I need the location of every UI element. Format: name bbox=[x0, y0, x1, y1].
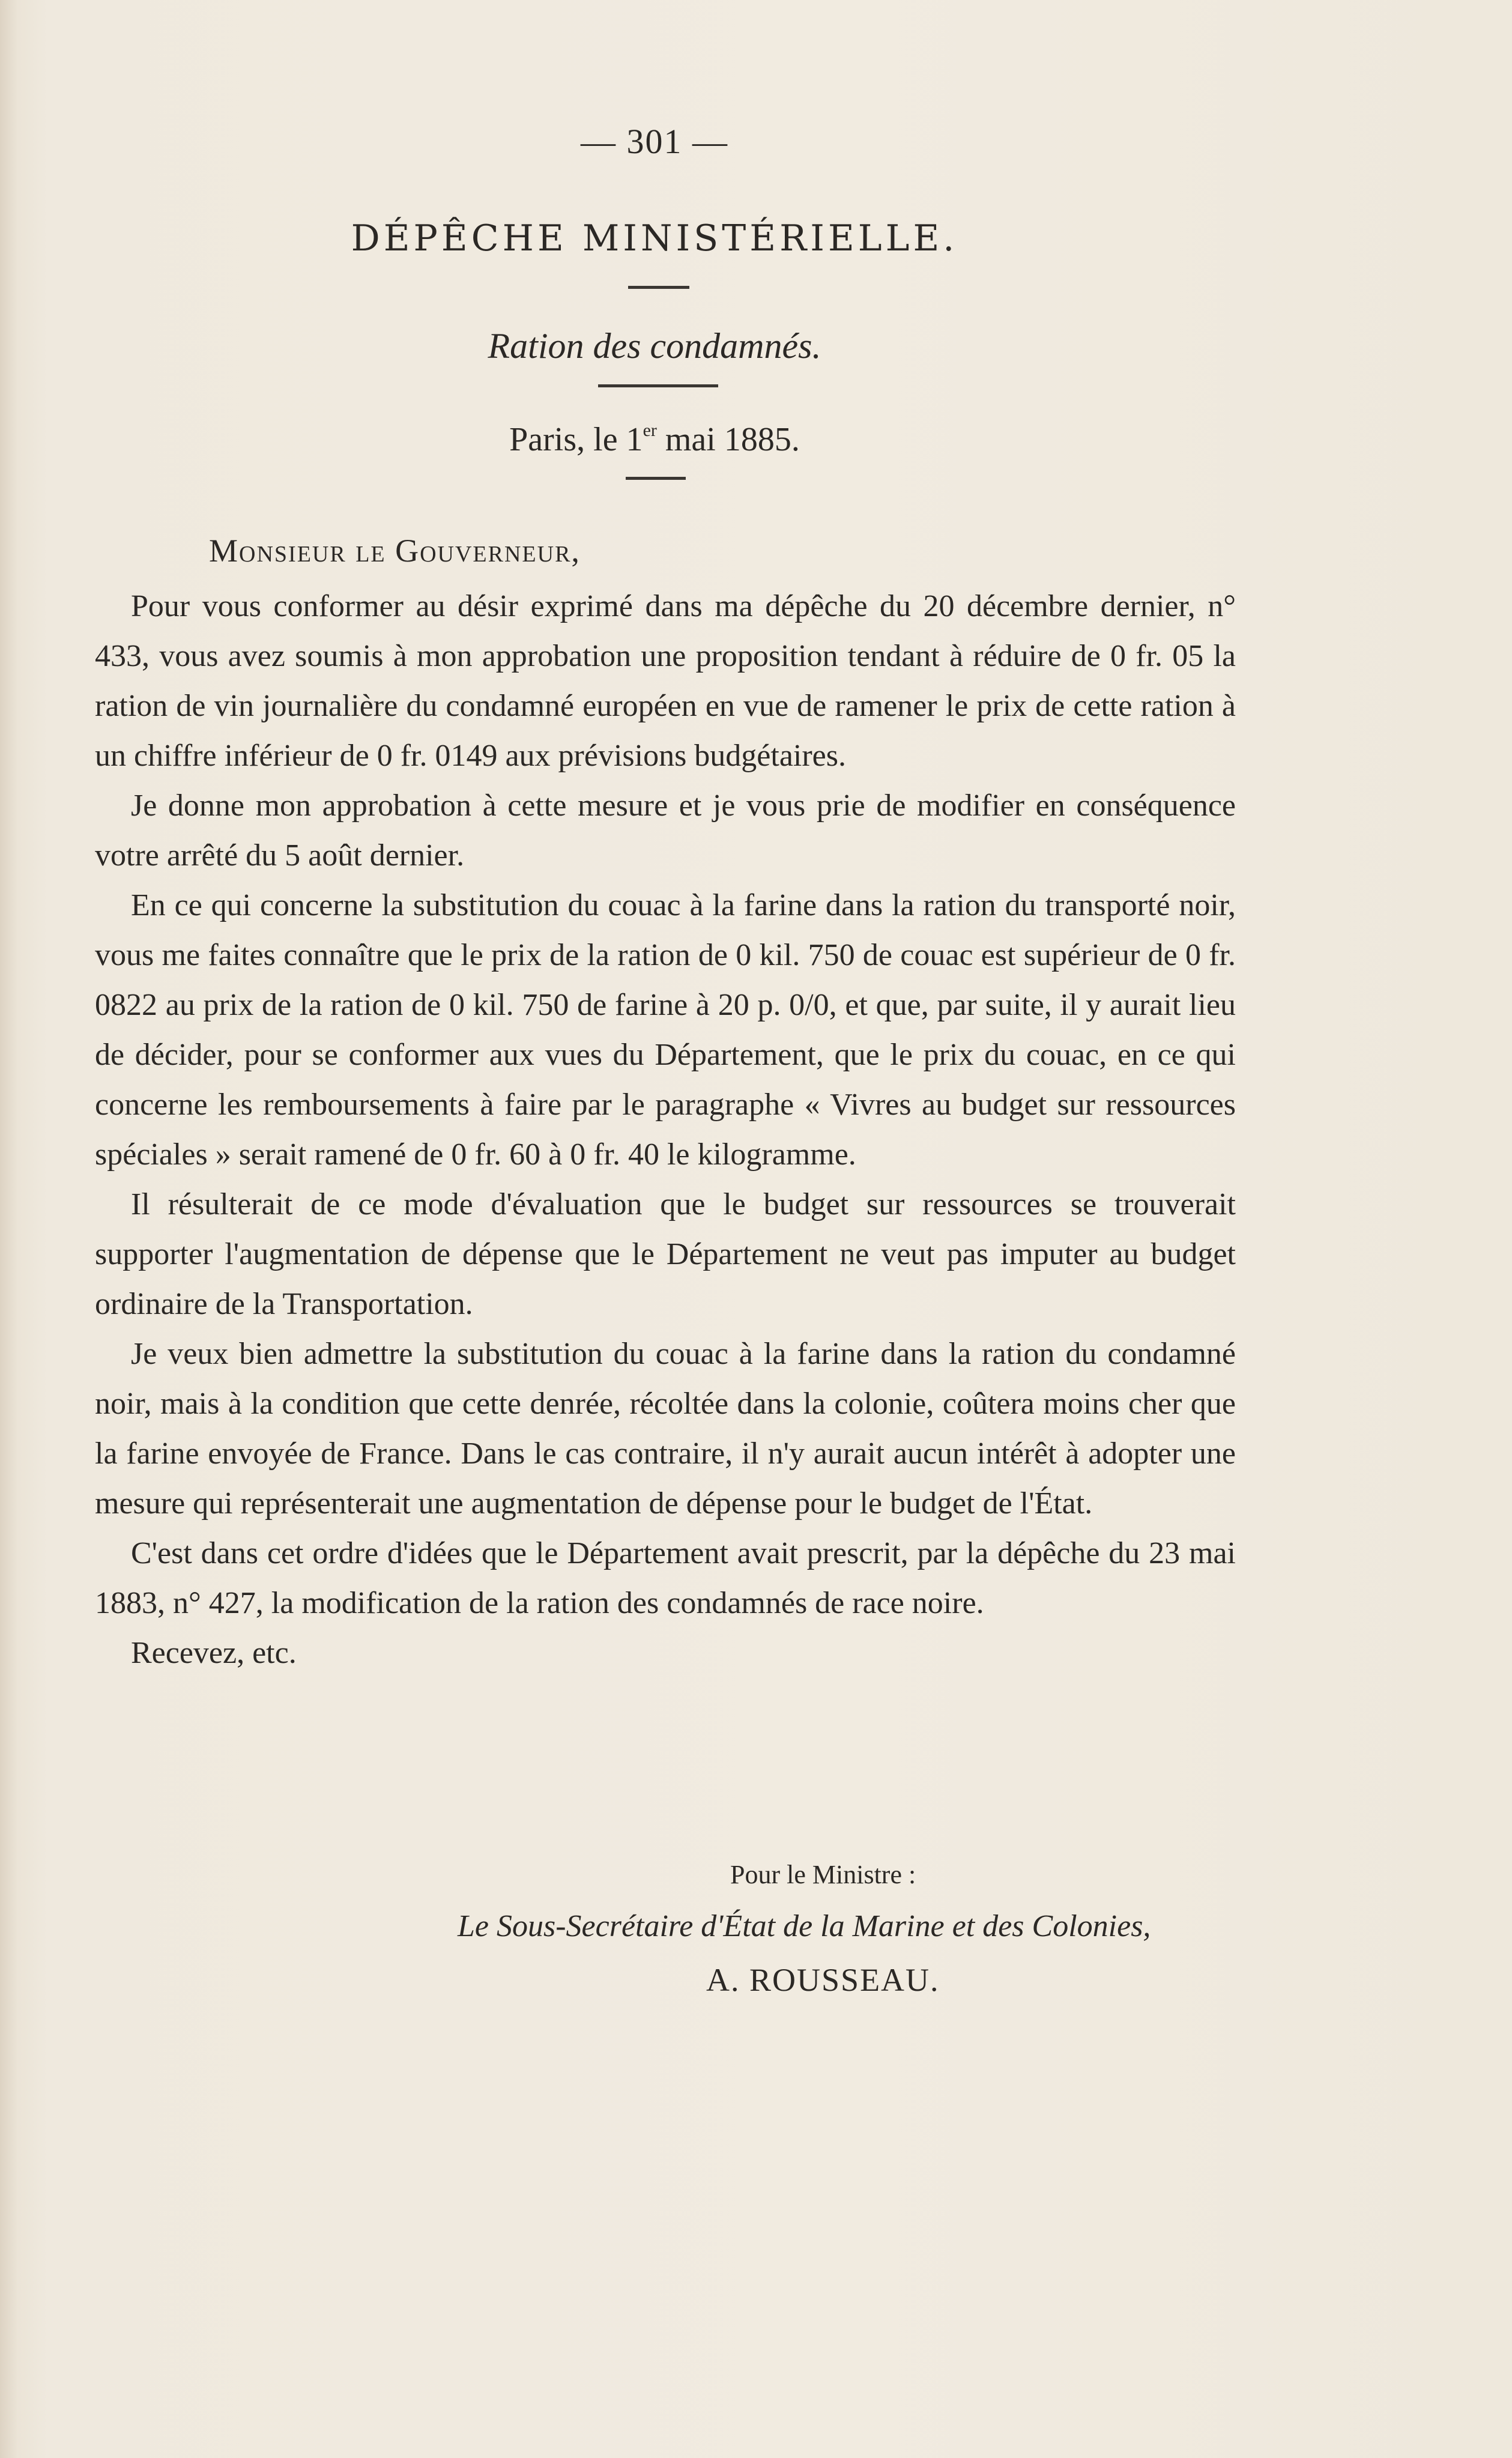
paragraph: Je donne mon approbation à cette mesure et je vous prie de modifier en conséquence votre arrêté du 5 août dernier. bbox=[95, 789, 1236, 873]
title-divider bbox=[628, 286, 689, 289]
signature-on-behalf: Pour le Ministre : bbox=[730, 1860, 916, 1889]
paragraph: C'est dans cet ordre d'idées que le Département avait prescrit, par la dépêche du 23 mai 1883, n° 427, la modification de la ration des condamnés de race noire. bbox=[95, 1536, 1236, 1620]
date-prefix: Paris, le 1 bbox=[509, 421, 643, 458]
letter-body bbox=[95, 581, 1236, 1678]
paragraph: Pour vous conformer au désir exprimé dans ma dépêche du 20 décembre dernier, n° 433, vous avez soumis à mon approbation une proposition tendant à réduire de 0 fr. 05 la ration de vin journalière du condamné européen en vue de ramener le prix de cette ration à un chiffre inférieur de 0 fr. 0149 aux prévisions budgétaires. bbox=[95, 589, 1236, 773]
page-number: — 301 — bbox=[581, 122, 728, 161]
date-ordinal: er bbox=[643, 420, 657, 440]
signatory-title: Le Sous-Secrétaire d'État de la Marine et des Colonies, bbox=[458, 1909, 1151, 1943]
document-title: DÉPÊCHE MINISTÉRIELLE. bbox=[351, 217, 958, 259]
paragraph: En ce qui concerne la substitution du couac à la farine dans la ration du transporté noir, vous me faites connaître que le prix de la ration de 0 kil. 750 de couac est supérieur de 0 fr. 0822 au prix de la ration de 0 kil. 750 de farine à 20 p. 0/0, et que, par suite, il y aurait lieu de décider, pour se conformer aux vues du Département, que le prix du couac, en ce qui concerne les remboursements à faire par le paragraphe « Vivres au budget sur ressources spéciales » serait ramené de 0 fr. 60 à 0 fr. 40 le kilogramme. bbox=[95, 888, 1236, 1172]
salutation: Monsieur le Gouverneur, bbox=[209, 533, 581, 569]
date-divider bbox=[626, 477, 686, 480]
subtitle-divider bbox=[598, 384, 718, 387]
paragraph: Je veux bien admettre la substitution du couac à la farine dans la ration du condamné noir, mais à la condition que cette denrée, récoltée dans la colonie, coûtera moins cher que la farine envoyée de France. Dans le cas contraire, il n'y aurait aucun intérêt à adopter une mesure qui représenterait une augmentation de dépense pour le budget de l'État. bbox=[95, 1337, 1236, 1521]
closing: Recevez, etc. bbox=[131, 1636, 297, 1670]
date-suffix: mai 1885. bbox=[656, 421, 800, 458]
document-subtitle: Ration des condamnés. bbox=[488, 326, 821, 366]
date-line bbox=[0, 420, 1309, 459]
paragraph: Il résulterait de ce mode d'évaluation que le budget sur ressources se trouverait supporter l'augmentation de dépense que le Département ne veut pas imputer au budget ordinaire de la Transportation. bbox=[95, 1187, 1236, 1321]
signatory-name: A. ROUSSEAU. bbox=[706, 1962, 940, 1998]
